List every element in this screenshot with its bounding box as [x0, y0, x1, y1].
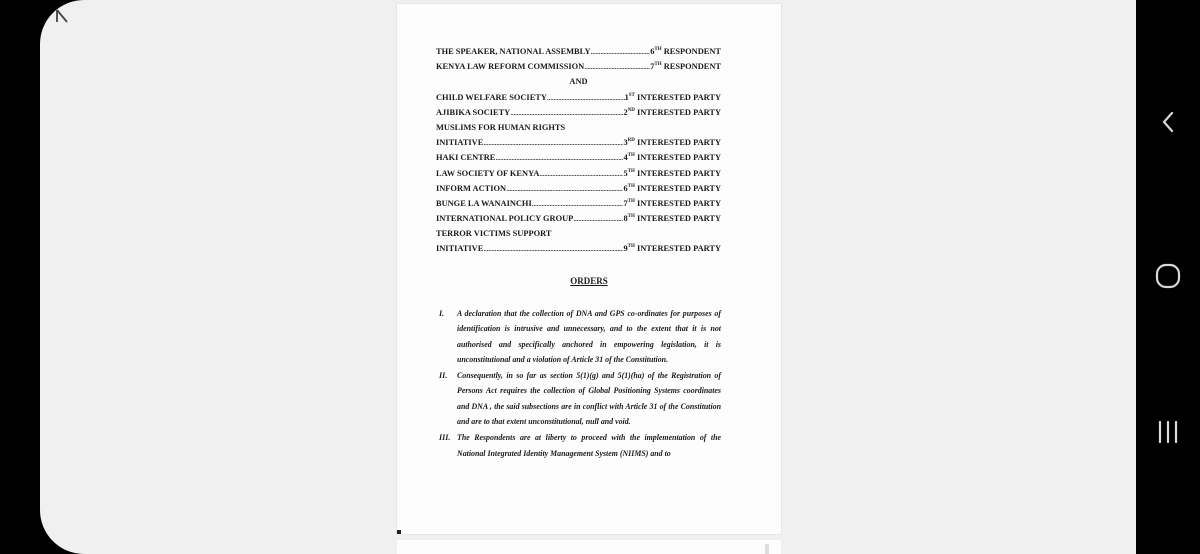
party-role: RESPONDENT: [663, 47, 721, 56]
party-row: [436, 184, 721, 199]
party-name: LAW SOCIETY OF KENYA: [436, 168, 540, 178]
ordinal-suffix: TH: [627, 153, 635, 159]
parties-separator: [436, 77, 721, 92]
party-role: INTERESTED PARTY: [636, 168, 721, 178]
order-item: [439, 306, 721, 367]
party-designation: [623, 138, 721, 147]
party-role: RESPONDENT: [663, 62, 721, 72]
party-designation: [623, 153, 721, 162]
party-designation: [650, 47, 721, 56]
party-name: CHILD WELFARE SOCIETY: [436, 92, 547, 102]
leader-dots: [573, 214, 623, 223]
party-ordinal: 2: [623, 107, 628, 117]
party-role: INTERESTED PARTY: [636, 214, 721, 224]
party-row: [436, 108, 721, 123]
next-page-edge: [397, 540, 781, 554]
party-name: TERROR VICTIMS SUPPORT: [436, 229, 552, 239]
party-name: INTERNATIONAL POLICY GROUP: [436, 214, 574, 224]
menu-button[interactable]: [48, 2, 76, 30]
back-chevron-icon: [1160, 110, 1176, 134]
party-ordinal: 9: [623, 244, 628, 254]
order-number: II.: [439, 371, 448, 381]
party-name: INITIATIVE: [436, 244, 484, 254]
ordinal-suffix: TH: [627, 183, 635, 189]
party-name: AJIBIKA SOCIETY: [436, 107, 511, 117]
party-row: [436, 47, 721, 62]
party-designation: [623, 214, 721, 223]
orders-list: [439, 306, 721, 462]
ordinal-suffix: TH: [627, 168, 635, 174]
separator-text: AND: [569, 77, 588, 87]
party-role: INTERESTED PARTY: [636, 153, 721, 163]
party-row: [436, 169, 721, 184]
party-ordinal: 6: [623, 183, 628, 193]
ordinal-suffix: TH: [627, 214, 635, 220]
order-text: Consequently, in so far as section 5(1)(g) and 5(1)(ha) of the Registration of Persons Act requires the collection of Global Positioning Systems coordinates and DNA , the said subsections are in conflict with Article 31 of the Constitution and are to that extent unconstitutional, null and void.: [457, 371, 721, 427]
ordinal-suffix: TH: [654, 47, 662, 53]
party-name: THE SPEAKER, NATIONAL ASSEMBLY: [436, 47, 591, 56]
party-designation: [623, 169, 721, 178]
party-ordinal: 5: [623, 168, 628, 178]
recents-button[interactable]: [1156, 420, 1180, 449]
party-ordinal: 8: [623, 214, 628, 224]
party-designation: [623, 244, 721, 253]
document-viewer[interactable]: [40, 0, 1136, 554]
party-designation: [623, 199, 721, 208]
document-page: [397, 4, 781, 534]
order-item: [439, 430, 721, 461]
order-number: III.: [439, 433, 451, 443]
order-number: I.: [439, 309, 445, 318]
leader-dots: [495, 153, 623, 162]
order-text: A declaration that the collection of DNA and GPS co-ordinates for purposes of identification is intrusive and unnecessary, and to the extent that it is not authorised and specifically anchored in empowering legislation, it is unconstitutional and a violation of Article 31 of the Constitution.: [457, 309, 721, 364]
party-row: [436, 214, 721, 229]
leader-dots: [510, 108, 623, 117]
party-row: [436, 62, 721, 77]
orders-heading: ORDERS: [570, 276, 608, 286]
party-name: INFORM ACTION: [436, 183, 507, 193]
party-row: [436, 138, 721, 153]
party-role: INTERESTED PARTY: [636, 244, 721, 254]
party-designation: [650, 62, 721, 71]
party-ordinal: 7: [623, 198, 628, 208]
party-designation: [623, 184, 721, 193]
party-name: BUNGE LA WANAINCHI: [436, 198, 532, 208]
scan-mark: [397, 530, 401, 534]
party-ordinal: 1: [624, 92, 629, 102]
ordinal-suffix: TH: [627, 244, 635, 250]
ordinal-suffix: TH: [627, 199, 635, 205]
party-role: INTERESTED PARTY: [636, 138, 721, 148]
party-ordinal: 6: [650, 47, 655, 56]
navigation-bar: [1136, 0, 1200, 554]
order-text: The Respondents are at liberty to proceed with the implementation of the National Integrated Identity Management System (NIIMS) and to: [457, 433, 721, 458]
party-row: [436, 93, 721, 108]
leader-dots: [506, 184, 623, 193]
ordinal-suffix: ST: [628, 92, 635, 98]
leader-dots: [547, 93, 625, 102]
party-role: INTERESTED PARTY: [636, 198, 721, 208]
party-designation: [625, 93, 721, 102]
party-role: INTERESTED PARTY: [636, 107, 721, 117]
recents-icon: [1156, 420, 1180, 444]
party-ordinal: 3: [623, 138, 628, 148]
party-designation: [623, 108, 721, 117]
party-name-line: [436, 229, 721, 244]
party-ordinal: 4: [623, 153, 628, 163]
ordinal-suffix: RD: [627, 138, 635, 144]
leader-dots: [483, 138, 623, 147]
ordinal-suffix: ND: [627, 107, 635, 113]
party-ordinal: 7: [650, 62, 655, 72]
ordinal-suffix: TH: [654, 62, 662, 68]
party-role: INTERESTED PARTY: [636, 92, 721, 102]
party-name: KENYA LAW REFORM COMMISSION: [436, 62, 585, 72]
party-role: INTERESTED PARTY: [636, 183, 721, 193]
menu-icon: [55, 9, 69, 23]
party-row: [436, 244, 721, 259]
leader-dots: [584, 62, 650, 71]
party-row: [436, 199, 721, 214]
home-button[interactable]: [1155, 263, 1181, 294]
party-name-line: [436, 123, 721, 138]
party-name: MUSLIMS FOR HUMAN RIGHTS: [436, 122, 566, 132]
leader-dots: [483, 244, 623, 253]
leader-dots: [532, 199, 624, 208]
party-name: HAKI CENTRE: [436, 153, 496, 163]
party-name: INITIATIVE: [436, 138, 484, 148]
leader-dots: [539, 169, 623, 178]
party-row: [436, 153, 721, 168]
back-button[interactable]: [1160, 110, 1176, 139]
party-list: [436, 47, 721, 260]
leader-dots: [591, 47, 651, 56]
home-circle-icon: [1155, 263, 1181, 289]
order-item: [439, 368, 721, 429]
